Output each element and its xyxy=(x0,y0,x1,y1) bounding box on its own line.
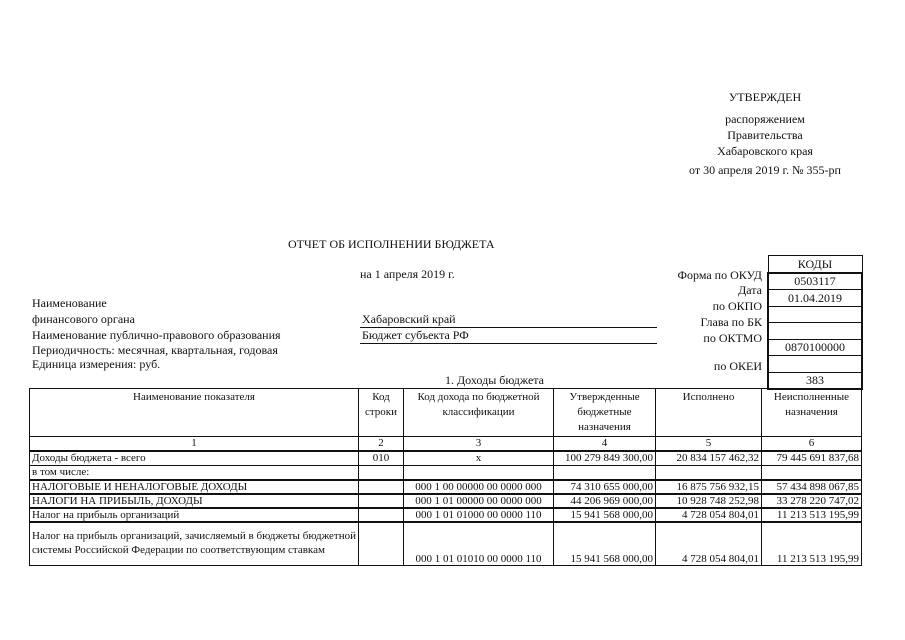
row-approved xyxy=(554,466,656,480)
ppo-value: Бюджет субъекта РФ xyxy=(362,328,469,342)
col-number: 4 xyxy=(554,437,656,451)
okei-code: 383 xyxy=(768,372,862,389)
row-unexecuted xyxy=(762,466,862,480)
oktmo-label: по ОКТМО xyxy=(703,331,762,345)
header-approved: Утвержденные бюджетные назначения xyxy=(554,389,656,437)
table-row xyxy=(30,508,862,522)
row-executed: 4 728 054 804,01 xyxy=(656,522,762,566)
approval-line-4: от 30 апреля 2019 г. № 355-рп xyxy=(689,163,841,177)
table-row xyxy=(30,494,862,508)
row-name: Налог на прибыль организаций, зачисляемый в бюджеты бюджетной системы Российской Федерации по соответствующим ставкам xyxy=(30,522,359,566)
row-executed: 16 875 756 932,15 xyxy=(656,480,762,494)
row-unexecuted: 11 213 513 195,99 xyxy=(762,508,862,522)
col-number: 3 xyxy=(404,437,554,451)
row-name: в том числе: xyxy=(30,466,359,480)
glava-bk-code xyxy=(768,323,862,340)
row-line-code xyxy=(359,494,404,508)
col-number: 1 xyxy=(30,437,359,451)
row-income-code: 000 1 00 00000 00 0000 000 xyxy=(404,480,554,494)
fin-organ-label-2: финансового органа xyxy=(32,312,135,326)
table-row xyxy=(30,451,862,466)
row-income-code: x xyxy=(404,451,554,466)
row-unexecuted: 33 278 220 747,02 xyxy=(762,494,862,508)
row-approved: 74 310 655 000,00 xyxy=(554,480,656,494)
header-line-code: Код строки xyxy=(359,389,404,437)
codes-box xyxy=(767,255,863,390)
row-line-code xyxy=(359,508,404,522)
row-executed: 20 834 157 462,32 xyxy=(656,451,762,466)
header-income-code: Код дохода по бюджетной классификации xyxy=(404,389,554,437)
approval-line-3: Хабаровского края xyxy=(717,144,813,158)
header-unexecuted: Неисполненные назначения xyxy=(762,389,862,437)
section-title: 1. Доходы бюджета xyxy=(445,373,544,387)
glava-bk-label: Глава по БК xyxy=(700,315,762,329)
header-name: Наименование показателя xyxy=(30,389,359,437)
row-approved: 15 941 568 000,00 xyxy=(554,522,656,566)
ppo-underline xyxy=(360,343,657,344)
periodicity-label: Периодичность: месячная, квартальная, годовая xyxy=(32,343,278,357)
row-income-code: 000 1 01 01010 00 0000 110 xyxy=(404,522,554,566)
date-label: Дата xyxy=(738,283,762,297)
row-executed: 10 928 748 252,98 xyxy=(656,494,762,508)
row-name: Доходы бюджета - всего xyxy=(30,451,359,466)
row-line-code: 010 xyxy=(359,451,404,466)
row-line-code xyxy=(359,466,404,480)
table-row xyxy=(30,522,862,566)
codes-header: КОДЫ xyxy=(768,256,862,273)
row-line-code xyxy=(359,522,404,566)
okei-label: по ОКЕИ xyxy=(713,359,762,373)
okpo-label: по ОКПО xyxy=(712,299,762,313)
table-row xyxy=(30,466,862,480)
ppo-label: Наименование публично-правового образования xyxy=(32,328,281,342)
row-approved: 15 941 568 000,00 xyxy=(554,508,656,522)
row-income-code: 000 1 01 01000 00 0000 110 xyxy=(404,508,554,522)
income-table xyxy=(29,388,862,566)
blank-code xyxy=(768,356,862,373)
row-unexecuted: 11 213 513 195,99 xyxy=(762,522,862,566)
header-executed: Исполнено xyxy=(656,389,762,437)
report-date: на 1 апреля 2019 г. xyxy=(360,267,455,281)
row-unexecuted: 79 445 691 837,68 xyxy=(762,451,862,466)
col-number: 2 xyxy=(359,437,404,451)
fin-organ-value: Хабаровский край xyxy=(362,312,456,326)
date-code: 01.04.2019 xyxy=(768,290,862,307)
approval-line-1: распоряжением xyxy=(725,112,805,126)
row-income-code: 000 1 01 00000 00 0000 000 xyxy=(404,494,554,508)
row-executed xyxy=(656,466,762,480)
row-name: НАЛОГОВЫЕ И НЕНАЛОГОВЫЕ ДОХОДЫ xyxy=(30,480,359,494)
oktmo-code: 0870100000 xyxy=(768,339,862,356)
row-executed: 4 728 054 804,01 xyxy=(656,508,762,522)
row-income-code xyxy=(404,466,554,480)
report-title: ОТЧЕТ ОБ ИСПОЛНЕНИИ БЮДЖЕТА xyxy=(288,237,495,251)
approval-line-2: Правительства xyxy=(727,128,803,142)
row-line-code xyxy=(359,480,404,494)
okud-code: 0503117 xyxy=(768,273,862,290)
fin-organ-label-1: Наименование xyxy=(32,296,107,310)
row-unexecuted: 57 434 898 067,85 xyxy=(762,480,862,494)
column-number-row xyxy=(30,437,862,451)
table-row xyxy=(30,480,862,494)
col-number: 5 xyxy=(656,437,762,451)
row-approved: 100 279 849 300,00 xyxy=(554,451,656,466)
row-name: НАЛОГИ НА ПРИБЫЛЬ, ДОХОДЫ xyxy=(30,494,359,508)
okpo-code xyxy=(768,306,862,323)
row-name: Налог на прибыль организаций xyxy=(30,508,359,522)
col-number: 6 xyxy=(762,437,862,451)
approval-title: УТВЕРЖДЕН xyxy=(728,90,802,104)
okud-label: Форма по ОКУД xyxy=(677,268,762,282)
unit-label: Единица измерения: руб. xyxy=(32,357,161,371)
row-approved: 44 206 969 000,00 xyxy=(554,494,656,508)
table-header-row xyxy=(30,389,862,437)
